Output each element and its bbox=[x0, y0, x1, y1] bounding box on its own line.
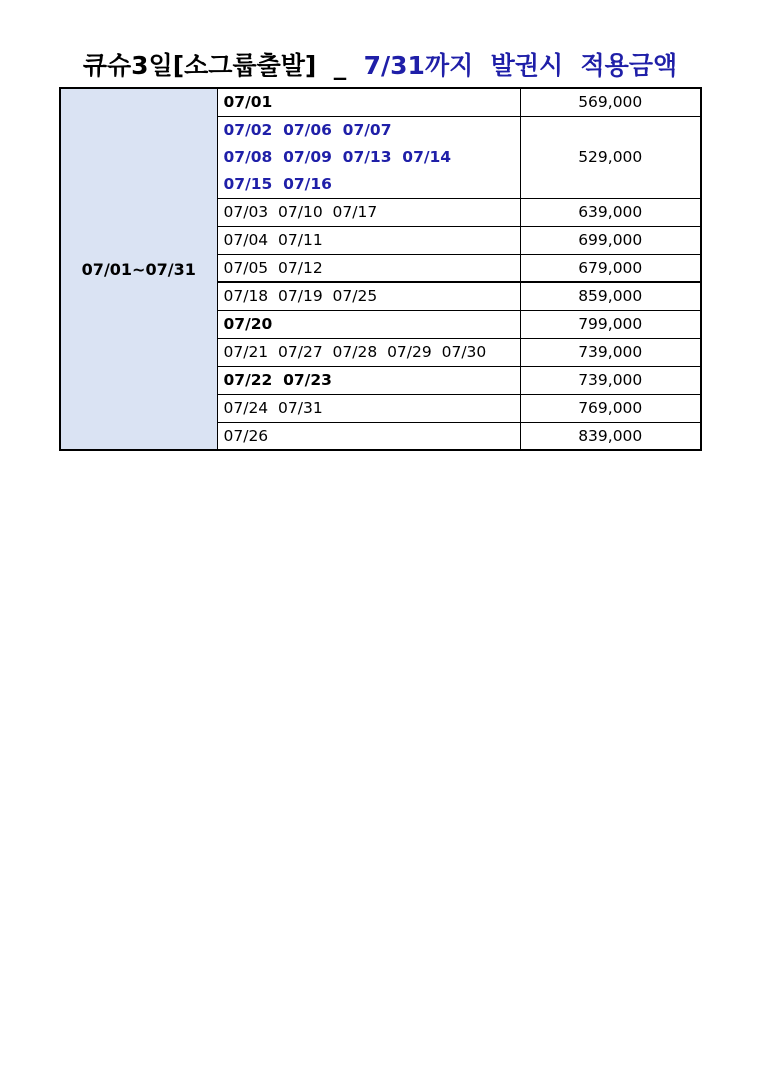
price-cell: 529,000 bbox=[520, 116, 701, 198]
date-line: 07/03 07/10 07/17 bbox=[223, 203, 378, 221]
price-cell: 739,000 bbox=[520, 338, 701, 366]
dates-cell bbox=[217, 310, 520, 338]
title-main: 큐슈3일[소그룹출발] _ bbox=[82, 51, 364, 80]
title-highlight: 7/31까지 발권시 적용금액 bbox=[363, 51, 678, 80]
price-cell: 839,000 bbox=[520, 422, 701, 450]
date-line: 07/01 bbox=[223, 93, 273, 112]
fare-table bbox=[59, 87, 702, 451]
dates-cell bbox=[217, 366, 520, 394]
period-cell: 07/01~07/31 bbox=[60, 88, 217, 450]
price-cell: 569,000 bbox=[520, 88, 701, 116]
price-cell: 679,000 bbox=[520, 254, 701, 282]
dates-cell bbox=[217, 282, 520, 310]
date-line: 07/22 07/23 bbox=[223, 371, 332, 389]
dates-cell bbox=[217, 394, 520, 422]
price-cell: 699,000 bbox=[520, 226, 701, 254]
table-row bbox=[60, 88, 701, 116]
dates-cell bbox=[217, 422, 520, 450]
dates-cell bbox=[217, 338, 520, 366]
dates-cell bbox=[217, 254, 520, 282]
date-line: 07/18 07/19 07/25 bbox=[223, 287, 378, 306]
price-cell: 639,000 bbox=[520, 198, 701, 226]
price-cell: 769,000 bbox=[520, 394, 701, 422]
dates-cell bbox=[217, 116, 520, 198]
date-line: 07/15 07/16 bbox=[223, 174, 332, 193]
dates-cell bbox=[217, 226, 520, 254]
dates-cell bbox=[217, 198, 520, 226]
date-line: 07/02 07/06 07/07 bbox=[223, 120, 392, 139]
date-line: 07/20 bbox=[223, 315, 273, 333]
date-line: 07/26 bbox=[223, 426, 269, 445]
page-title bbox=[0, 46, 760, 82]
date-line: 07/21 07/27 07/28 07/29 07/30 bbox=[223, 343, 487, 361]
price-cell: 739,000 bbox=[520, 366, 701, 394]
price-cell: 799,000 bbox=[520, 310, 701, 338]
dates-cell bbox=[217, 88, 520, 116]
date-line: 07/24 07/31 bbox=[223, 399, 323, 417]
price-cell: 859,000 bbox=[520, 282, 701, 310]
date-line: 07/05 07/12 bbox=[223, 258, 323, 277]
date-line: 07/04 07/11 bbox=[223, 231, 323, 249]
date-line: 07/08 07/09 07/13 07/14 bbox=[223, 147, 452, 166]
